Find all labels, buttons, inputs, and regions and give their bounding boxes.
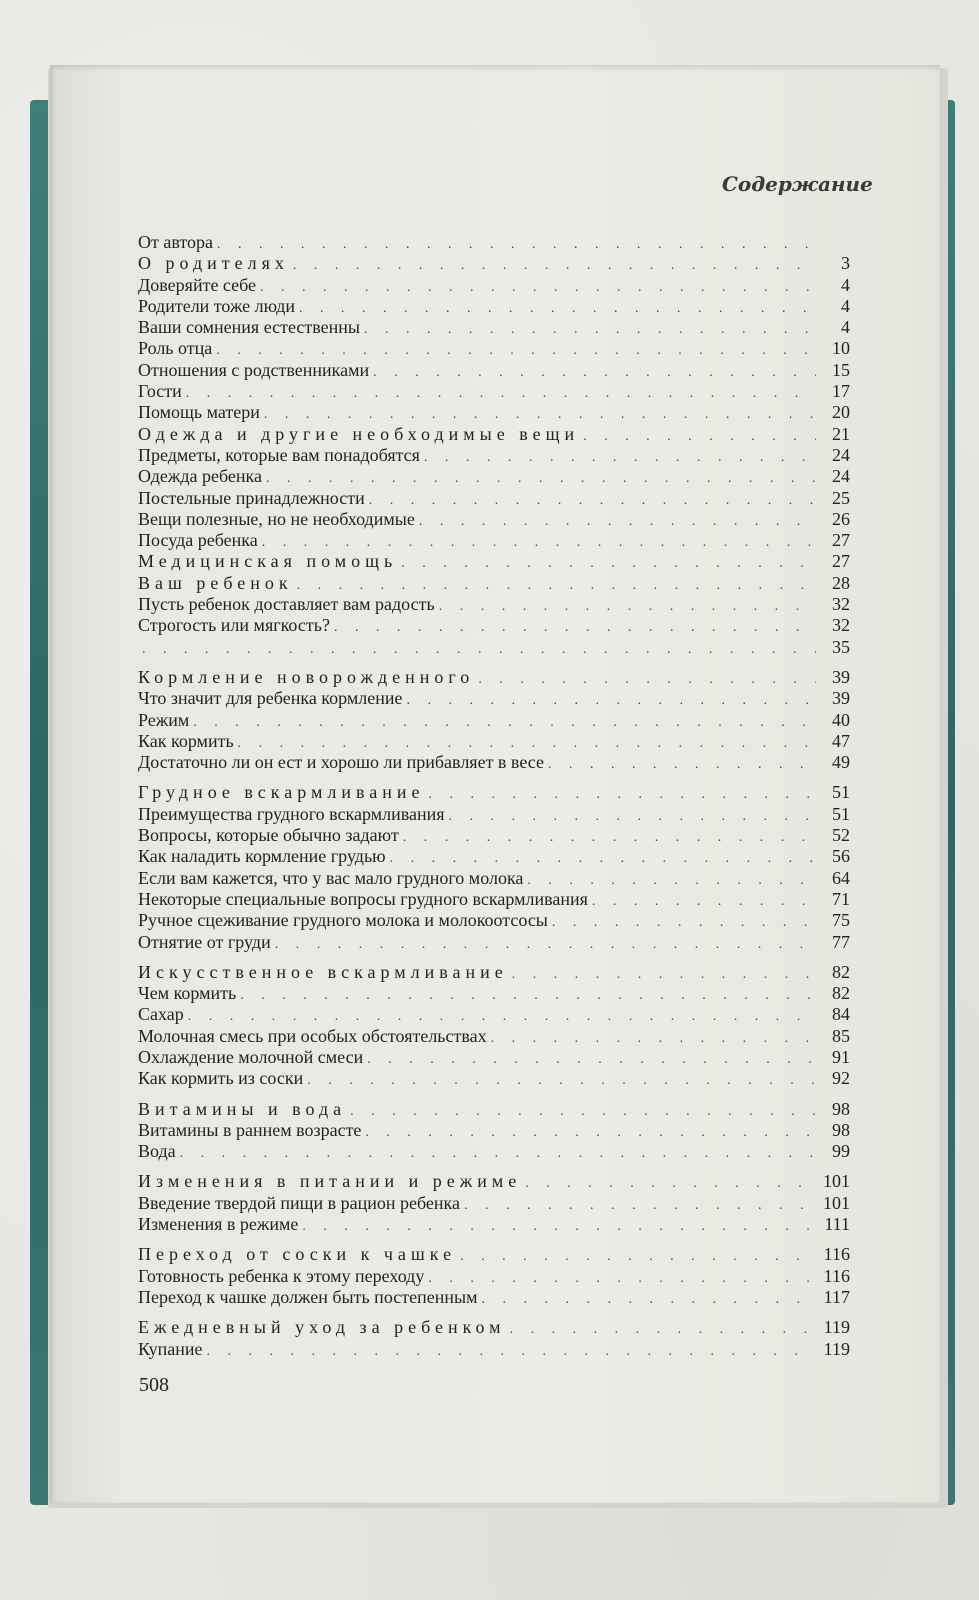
dot-leader (330, 617, 816, 636)
page-ref: 101 (823, 1192, 850, 1213)
dot-leader (203, 1341, 816, 1360)
toc-entry-row (138, 983, 850, 1004)
entry-title: Одежда ребенка (138, 466, 262, 487)
dot-leader (189, 712, 816, 731)
page-ref: 75 (832, 910, 850, 931)
dot-leader (506, 1319, 816, 1338)
toc-entry-row (138, 402, 850, 423)
dot-leader (234, 733, 816, 752)
page-ref: 32 (832, 594, 850, 615)
dot-leader (523, 870, 816, 889)
page-ref: 27 (832, 551, 850, 572)
page-ref: 4 (841, 274, 850, 295)
dot-leader (445, 806, 816, 825)
toc-entry-row (138, 615, 850, 636)
page-ref: 82 (832, 983, 850, 1004)
chapter-title: Кормление новорожденного (138, 666, 475, 687)
page-ref: 24 (832, 444, 850, 465)
page-ref: 24 (832, 466, 850, 487)
dot-leader (386, 848, 816, 867)
entry-title: Отношения с родственниками (138, 359, 370, 380)
dot-leader (435, 596, 816, 615)
entry-title: Доверяйте себе (138, 274, 257, 295)
chapter-title: Медицинская помощь (138, 551, 398, 572)
dot-leader (544, 754, 816, 773)
page-ref: 49 (832, 752, 850, 773)
page-ref: 28 (832, 572, 850, 593)
toc-entry-row (138, 1193, 850, 1214)
entry-title: Переход к чашке должен быть постепенным (138, 1286, 478, 1307)
entry-title: Что значит для ребенка кормление (138, 688, 403, 709)
toc-entry-row (138, 1004, 850, 1025)
toc-chapter-row (138, 1317, 850, 1338)
toc-entry-row (138, 932, 850, 953)
entry-title: Введение твердой пищи в рацион ребенка (138, 1192, 460, 1213)
dot-leader (271, 934, 816, 953)
toc-chapter-row (138, 1099, 850, 1120)
toc-section (138, 1099, 850, 1163)
page-ref: 98 (832, 1119, 850, 1140)
toc-section (138, 667, 850, 773)
entry-title: Достаточно ли он ест и хорошо ли прибавляет в весе (138, 752, 544, 773)
toc-chapter-row (138, 253, 850, 274)
entry-title: Помощь матери (138, 402, 260, 423)
page-ref: 116 (823, 1244, 850, 1265)
entry-title: От автора (138, 232, 214, 252)
toc-entry-row (138, 275, 850, 296)
dot-leader (176, 1143, 816, 1162)
chapter-title: Грудное вскармливание (138, 782, 425, 803)
toc-entry-row (138, 825, 850, 846)
page-ref: 77 (832, 931, 850, 952)
entry-title: Посуда ребенка (138, 530, 258, 551)
page-ref: 101 (823, 1171, 850, 1192)
toc-entry-row (138, 466, 850, 487)
dot-leader (420, 447, 816, 466)
dot-leader (456, 1246, 816, 1265)
chapter-title: О родителях (138, 253, 289, 274)
dot-leader (588, 891, 816, 910)
page-ref: 117 (823, 1286, 850, 1307)
toc-entry-row (138, 1068, 850, 1089)
page-ref: 52 (832, 825, 850, 846)
entry-title: Купание (138, 1338, 203, 1359)
page-ref: 92 (832, 1068, 850, 1089)
page-ref: 27 (832, 530, 850, 551)
toc-entry-row (138, 889, 850, 910)
toc-chapter-row (138, 573, 850, 594)
entry-title: Некоторые специальные вопросы грудного вскармливания (138, 888, 588, 909)
dot-leader (298, 1216, 816, 1235)
dot-leader (260, 404, 816, 423)
toc-entry-row (138, 1120, 850, 1141)
chapter-title: Искусственное вскармливание (138, 961, 508, 982)
page-ref: 98 (832, 1098, 850, 1119)
toc-entry-row (138, 1141, 850, 1162)
dot-leader (293, 575, 816, 594)
page-ref: 119 (823, 1338, 850, 1359)
dot-leader (138, 639, 816, 658)
dot-leader (399, 827, 816, 846)
page-ref: 111 (824, 1214, 850, 1235)
dot-leader (508, 964, 816, 983)
chapter-title: Ваш ребенок (138, 572, 293, 593)
dot-leader (365, 490, 816, 509)
toc-entry-row (138, 488, 850, 509)
entry-title: Роль отца (138, 338, 213, 359)
dot-leader (363, 1049, 816, 1068)
page-ref: 25 (832, 487, 850, 508)
page-ref: 10 (832, 338, 850, 359)
entry-title: Охлаждение молочной смеси (138, 1046, 364, 1067)
dot-leader (212, 340, 816, 359)
page-ref: 4 (841, 317, 850, 338)
toc-entry-row (138, 868, 850, 889)
dot-leader (487, 1028, 816, 1047)
page-ref: 21 (832, 423, 850, 444)
page-ref: 40 (832, 709, 850, 730)
toc-entry-row (138, 232, 850, 253)
toc-chapter-row (138, 962, 850, 983)
toc-entry-row (138, 731, 850, 752)
toc-chapter-row (138, 667, 850, 688)
entry-title: Молочная смесь при особых обстоятельствах (138, 1025, 487, 1046)
dot-leader (182, 383, 816, 402)
dot-leader (236, 985, 816, 1004)
page-number: 508 (139, 1374, 169, 1396)
page-ref: 47 (832, 730, 850, 751)
dot-leader (258, 532, 816, 551)
toc-entry-row (138, 637, 850, 658)
toc-entry-row (138, 688, 850, 709)
dot-leader (360, 319, 816, 338)
dot-leader (477, 1289, 816, 1308)
toc-section (138, 962, 850, 1090)
chapter-title: Изменения в питании и режиме (138, 1171, 522, 1192)
page-ref: 26 (832, 508, 850, 529)
dot-leader (548, 912, 816, 931)
page-ref: 51 (832, 782, 850, 803)
entry-title: Вопросы, которые обычно задают (138, 825, 399, 846)
entry-title: Родители тоже люди (138, 295, 295, 316)
dot-leader (213, 234, 816, 253)
dot-leader (289, 255, 816, 274)
toc-section (138, 1171, 850, 1235)
page-ref: 51 (832, 803, 850, 824)
dot-leader (474, 669, 816, 688)
entry-title: Ручное сцеживание грудного молока и молокоотсосы (138, 910, 548, 931)
toc-entry-row (138, 338, 850, 359)
toc-section (138, 782, 850, 952)
toc-entry-row (138, 530, 850, 551)
entry-title: Пусть ребенок доставляет вам радость (138, 594, 435, 615)
chapter-title: Переход от соски к чашке (138, 1244, 457, 1265)
dot-leader (262, 468, 816, 487)
page-ref: 71 (832, 888, 850, 909)
entry-title: Режим (138, 709, 190, 730)
toc-section (138, 1244, 850, 1308)
dot-leader (361, 1122, 816, 1141)
toc-chapter-row (138, 1244, 850, 1265)
page-ref: 4 (841, 295, 850, 316)
dot-leader (460, 1195, 816, 1214)
table-of-contents (138, 232, 850, 1360)
entry-title: Преимущества грудного вскармливания (138, 803, 445, 824)
page-ref: 3 (841, 253, 850, 274)
page-ref: 84 (832, 1004, 850, 1025)
dot-leader (579, 426, 816, 445)
page-ref: 91 (832, 1046, 850, 1067)
entry-title: Ваши сомнения естественны (138, 317, 361, 338)
page-ref: 39 (832, 666, 850, 687)
toc-entry-row (138, 445, 850, 466)
dot-leader (303, 1070, 816, 1089)
toc-entry-row (138, 752, 850, 773)
page-ref: 82 (832, 961, 850, 982)
dot-leader (424, 1268, 816, 1287)
toc-entry-row (138, 594, 850, 615)
toc-entry-row (138, 1266, 850, 1287)
entry-title: Вода (138, 1141, 176, 1162)
toc-entry-row (138, 381, 850, 402)
page-ref: 116 (823, 1265, 850, 1286)
toc-chapter-row (138, 782, 850, 803)
toc-entry-row (138, 1047, 850, 1068)
dot-leader (346, 1101, 816, 1120)
page-ref: 85 (832, 1025, 850, 1046)
page-ref: 56 (832, 846, 850, 867)
entry-title: Как наладить кормление грудью (138, 846, 386, 867)
contents-heading: Содержание (722, 172, 873, 196)
toc-entry-row (138, 1214, 850, 1235)
dot-leader (369, 362, 816, 381)
entry-title: Постельные принадлежности (138, 487, 365, 508)
page-ref: 64 (832, 867, 850, 888)
toc-entry-row (138, 910, 850, 931)
entry-title: Гости (138, 381, 182, 402)
toc-entry-row (138, 1026, 850, 1047)
page-ref: 17 (832, 381, 850, 402)
toc-entry-row (138, 296, 850, 317)
dot-leader (521, 1173, 816, 1192)
toc-entry-row (138, 360, 850, 381)
page-ref: 20 (832, 402, 850, 423)
entry-title: Строгость или мягкость? (138, 615, 330, 636)
dot-leader (256, 277, 816, 296)
toc-entry-row (138, 509, 850, 530)
entry-title: Отнятие от груди (138, 931, 271, 952)
chapter-title: Одежда и другие необходимые вещи (138, 423, 580, 444)
entry-title: Предметы, которые вам понадобятся (138, 444, 420, 465)
toc-chapter-row (138, 1171, 850, 1192)
dot-leader (415, 511, 816, 530)
toc-entry-row (138, 846, 850, 867)
entry-title: Как кормить (138, 730, 234, 751)
toc-entry-row (138, 804, 850, 825)
toc-entry-row (138, 710, 850, 731)
toc-entry-row (138, 1339, 850, 1360)
dot-leader (425, 784, 817, 803)
page-ref: 15 (832, 359, 850, 380)
toc-entry-row (138, 317, 850, 338)
entry-title: Изменения в режиме (138, 1214, 299, 1235)
entry-title: Чем кормить (138, 983, 237, 1004)
entry-title: Как кормить из соски (138, 1068, 304, 1089)
toc-section (138, 1317, 850, 1360)
entry-title: Сахар (138, 1004, 184, 1025)
entry-title: Если вам кажется, что у вас мало грудного молока (138, 867, 524, 888)
chapter-title: Витамины и вода (138, 1098, 347, 1119)
toc-chapter-row (138, 551, 850, 572)
dot-leader (184, 1006, 816, 1025)
chapter-title: Ежедневный уход за ребенком (138, 1317, 506, 1338)
entry-title: Вещи полезные, но не необходимые (138, 508, 415, 529)
entry-title: Готовность ребенка к этому переходу (138, 1265, 425, 1286)
dot-leader (397, 553, 816, 572)
page-ref: 99 (832, 1141, 850, 1162)
toc-section (138, 232, 850, 658)
page-ref: 32 (832, 615, 850, 636)
dot-leader (402, 690, 816, 709)
page-ref: 35 (832, 636, 850, 657)
page-ref: 119 (823, 1317, 850, 1338)
toc-entry-row (138, 1287, 850, 1308)
entry-title: Витамины в раннем возрасте (138, 1119, 362, 1140)
page-ref: 39 (832, 688, 850, 709)
toc-chapter-row (138, 424, 850, 445)
dot-leader (295, 298, 816, 317)
